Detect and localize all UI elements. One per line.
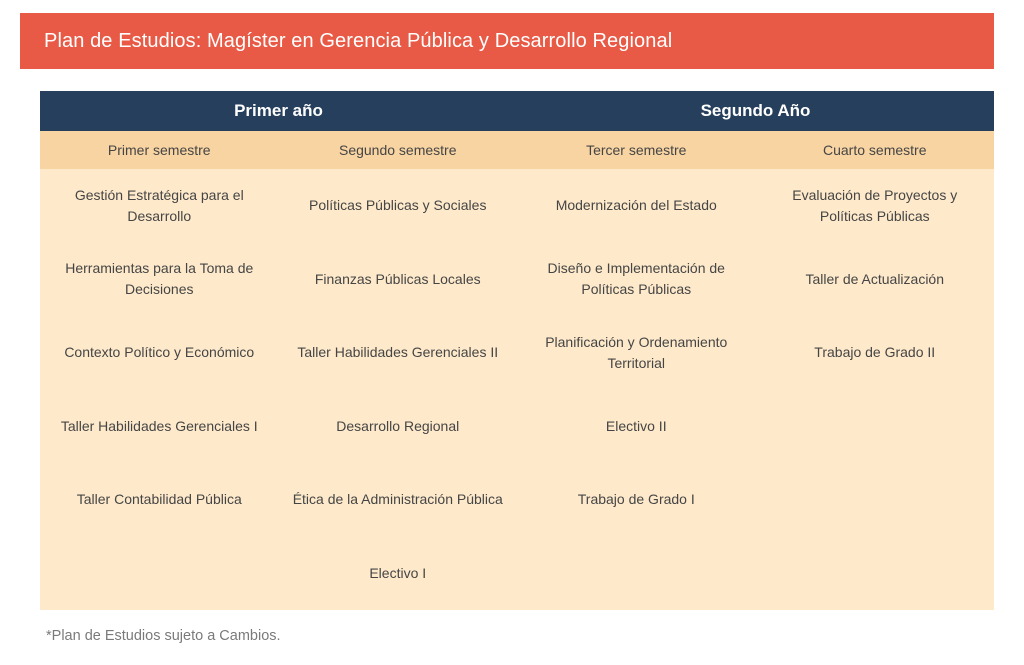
page-banner: [20, 13, 994, 69]
semester-header-row: [40, 131, 994, 169]
course-cell: Ética de la Administración Pública: [292, 491, 503, 508]
semester-header-4: Cuarto semestre: [823, 142, 927, 158]
course-cell: Herramientas para la Toma de Decisiones: [65, 260, 254, 298]
course-cell: [756, 463, 995, 537]
course-cell: Taller de Actualización: [805, 270, 945, 287]
semester-header-3: Tercer semestre: [586, 142, 687, 158]
year-header-row: [40, 91, 994, 131]
table-row: [40, 390, 994, 464]
course-cell: Evaluación de Proyectos y Políticas Públicas: [792, 186, 958, 224]
course-cell: Políticas Públicas y Sociales: [309, 197, 487, 214]
course-cell: Modernización del Estado: [555, 197, 717, 214]
course-cell: Desarrollo Regional: [336, 417, 460, 434]
table-row: [40, 463, 994, 537]
course-cell: Diseño e Implementación de Políticas Públicas: [547, 260, 725, 298]
course-cell: [40, 537, 279, 611]
course-cell: [517, 537, 756, 611]
semester-header-2: Segundo semestre: [338, 142, 457, 158]
table-row: [40, 537, 994, 611]
course-cell: Trabajo de Grado II: [814, 344, 936, 361]
course-cell: [756, 537, 995, 611]
course-cell: Electivo II: [605, 417, 667, 434]
table-row: [40, 316, 994, 390]
course-cell: Taller Habilidades Gerenciales II: [297, 344, 499, 361]
year-header-second: Segundo Año: [700, 101, 811, 120]
year-header-first: Primer año: [234, 101, 323, 120]
table-row: [40, 243, 994, 317]
study-plan-table: [40, 91, 994, 610]
course-cell: Electivo I: [369, 564, 427, 581]
footnote: *Plan de Estudios sujeto a Cambios.: [46, 628, 281, 644]
course-cell: Planificación y Ordenamiento Territorial: [545, 333, 728, 371]
course-cell: Contexto Político y Económico: [64, 344, 255, 361]
page-title: Plan de Estudios: Magíster en Gerencia Pública y Desarrollo Regional: [44, 29, 673, 52]
course-cell: Taller Contabilidad Pública: [76, 491, 242, 508]
course-cell: [756, 390, 995, 464]
table-row: [40, 169, 994, 243]
semester-header-1: Primer semestre: [107, 142, 211, 158]
course-cell: Gestión Estratégica para el Desarrollo: [74, 186, 244, 224]
course-cell: Trabajo de Grado I: [577, 491, 695, 508]
course-cell: Taller Habilidades Gerenciales I: [60, 417, 258, 434]
course-cell: Finanzas Públicas Locales: [314, 270, 481, 287]
course-table-body: [40, 169, 994, 610]
